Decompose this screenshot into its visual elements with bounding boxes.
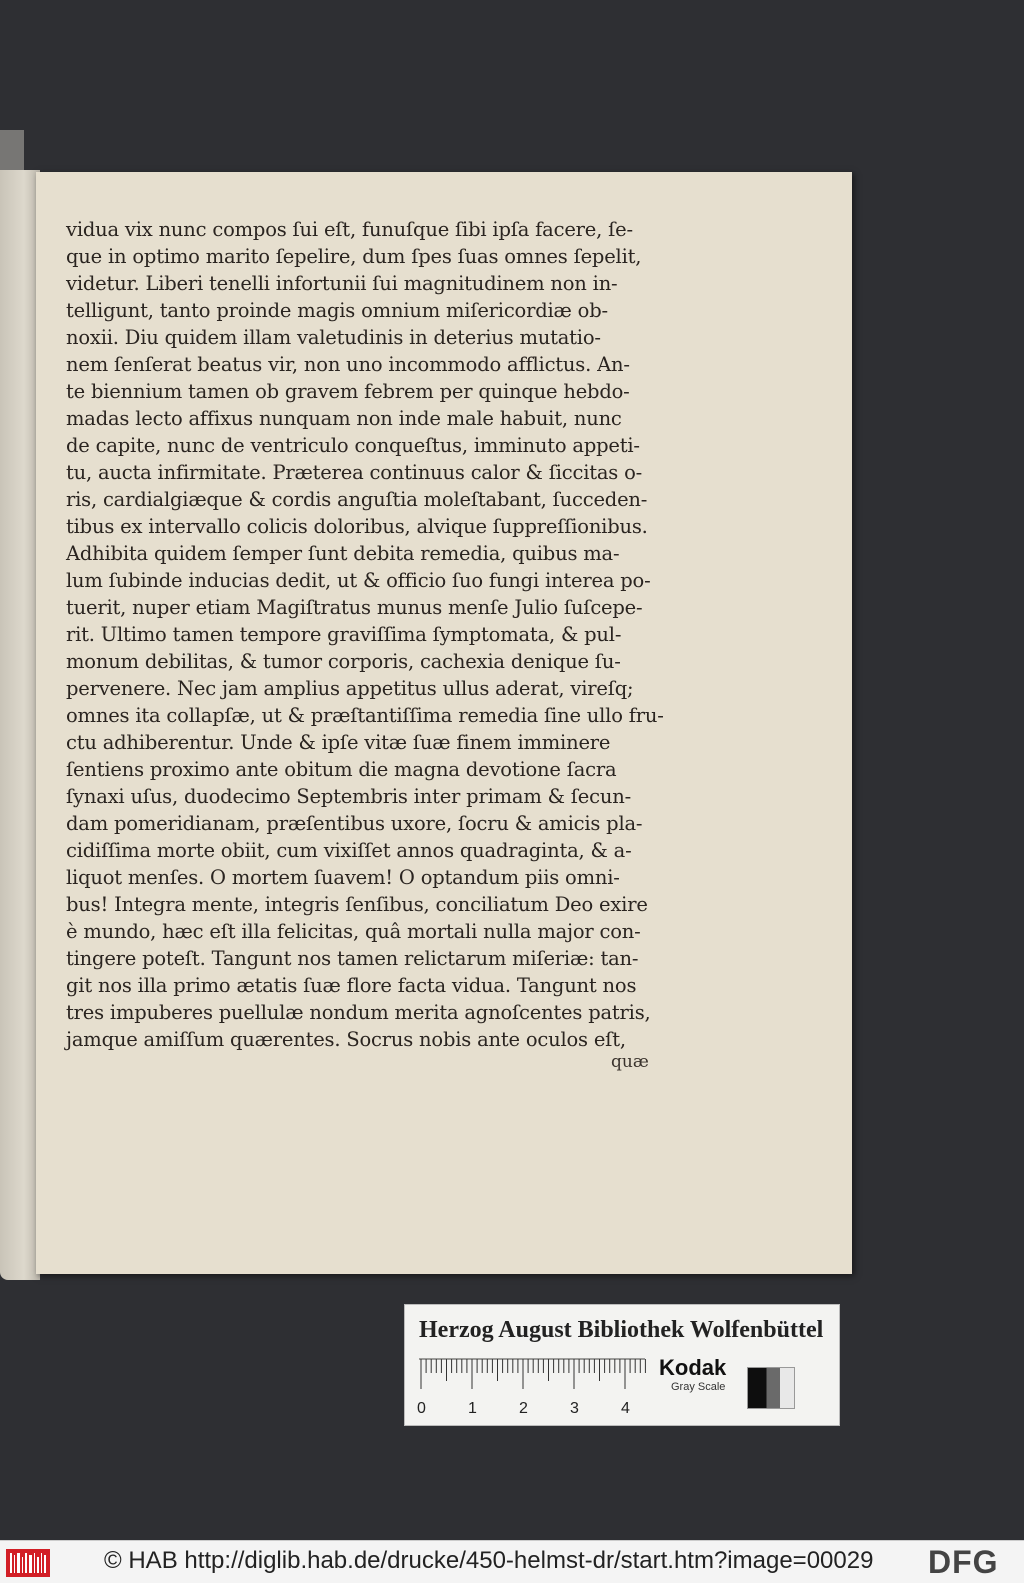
ruler-number: 3 — [570, 1400, 579, 1417]
text-line: cidiſſima morte obiit, cum vixiſſet annos quadraginta, & a- — [66, 839, 632, 862]
text-line: lum ſubinde inducias dedit, ut & officio ſuo fungi interea po- — [66, 569, 651, 592]
text-line: è mundo, hæc eſt illa felicitas, quâ mortali nulla major con- — [66, 920, 641, 943]
text-line: monum debilitas, & tumor corporis, cachexia denique ſu- — [66, 650, 621, 673]
gray-scale-swatch — [747, 1367, 795, 1409]
text-line: tu, aucta infirmitate. Præterea continuus calor & ſiccitas o- — [66, 461, 643, 484]
scanned-page — [36, 172, 852, 1274]
text-line: tres impuberes puellulæ nondum merita agnoſcentes patris, — [66, 1001, 651, 1024]
ruler-number: 4 — [621, 1400, 630, 1417]
text-line: dam pomeridianam, præſentibus uxore, ſocru & amicis pla- — [66, 812, 643, 835]
text-line: ris, cardialgiæque & cordis anguſtia moleſtabant, ſucceden- — [66, 488, 648, 511]
ruler-number: 2 — [519, 1400, 528, 1417]
text-line: madas lecto affixus nunquam non inde male habuit, nunc — [66, 407, 622, 430]
kodak-label — [659, 1355, 749, 1415]
text-line: vidua vix nunc compos ſui eſt, funuſque ſibi ipſa facere, ſe- — [66, 218, 633, 241]
footer-bar — [0, 1540, 1024, 1583]
text-line: Adhibita quidem ſemper ſunt debita remedia, quibus ma- — [66, 542, 620, 565]
ruler-number: 0 — [417, 1400, 426, 1417]
previous-page-edge — [0, 170, 40, 1280]
ruler-graphic — [419, 1357, 645, 1417]
text-line: liquot menſes. O mortem ſuavem! O optandum piis omni- — [66, 866, 620, 889]
kodak-subtitle: Gray Scale — [671, 1381, 726, 1393]
text-line: tuerit, nuper etiam Magiſtratus munus menſe Julio ſuſcepe- — [66, 596, 643, 619]
footer-url[interactable]: © HAB http://diglib.hab.de/drucke/450-helmst-dr/start.htm?image=00029 — [104, 1547, 874, 1574]
measurement-ruler — [419, 1357, 645, 1417]
ruler-number: 1 — [468, 1400, 477, 1417]
hab-barcode-icon — [6, 1549, 50, 1577]
kodak-brand: Kodak — [659, 1355, 727, 1380]
text-line: ſentiens proximo ante obitum die magna devotione ſacra — [66, 758, 617, 781]
text-line: tibus ex intervallo colicis doloribus, alvique ſuppreſſionibus. — [66, 515, 648, 538]
text-line: rit. Ultimo tamen tempore graviſſima ſymptomata, & pul- — [66, 623, 622, 646]
text-line: tingere poteſt. Tangunt nos tamen relictarum miſeriæ: tan- — [66, 947, 639, 970]
text-line: pervenere. Nec jam amplius appetitus ullus aderat, vireſq; — [66, 677, 634, 700]
page-text — [66, 216, 706, 1053]
text-line: telligunt, tanto proinde magis omnium miſericordiæ ob- — [66, 299, 608, 322]
text-line: de capite, nunc de ventriculo conqueſtus, imminuto appeti- — [66, 434, 640, 457]
catchword: quæ — [611, 1052, 649, 1072]
color-scale-card — [404, 1304, 840, 1426]
text-line: omnes ita collapſæ, ut & præſtantiſſima remedia ſine ullo fru- — [66, 704, 664, 727]
text-line: jamque amiſſum quærentes. Socrus nobis ante oculos eſt, — [66, 1028, 626, 1051]
library-name: Herzog August Bibliothek Wolfenbüttel — [419, 1317, 824, 1343]
text-line: ctu adhiberentur. Unde & ipſe vitæ ſuæ finem imminere — [66, 731, 611, 754]
text-line: git nos illa primo ætatis ſuæ flore facta vidua. Tangunt nos — [66, 974, 637, 997]
text-line: noxii. Diu quidem illam valetudinis in deterius mutatio- — [66, 326, 601, 349]
text-line: bus! Integra mente, integris ſenſibus, conciliatum Deo exire — [66, 893, 648, 916]
text-line: te biennium tamen ob gravem febrem per quinque hebdo- — [66, 380, 630, 403]
text-line: nem ſenſerat beatus vir, non uno incommodo afflictus. An- — [66, 353, 630, 376]
text-line: ſynaxi uſus, duodecimo Septembris inter primam & ſecun- — [66, 785, 631, 808]
text-line: videtur. Liberi tenelli infortunii ſui magnitudinem non in- — [66, 272, 618, 295]
text-line: que in optimo marito ſepelire, dum ſpes ſuas omnes ſepelit, — [66, 245, 642, 268]
dfg-logo: DFG — [928, 1544, 999, 1580]
